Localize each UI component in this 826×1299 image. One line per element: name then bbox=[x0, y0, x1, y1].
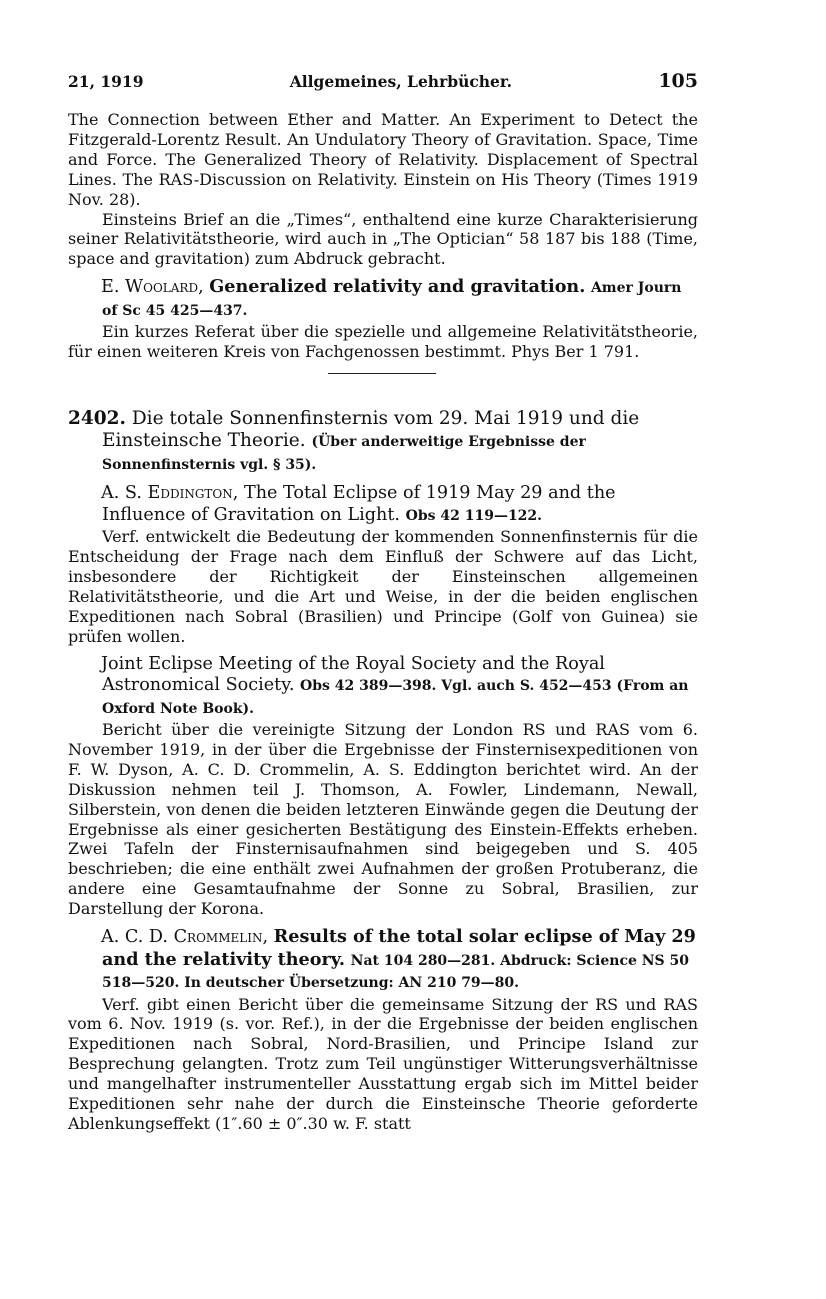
entry-title: The Total Eclipse of 1919 May 29 and the Influence of Gravitation on Light. bbox=[102, 483, 616, 525]
entry-woolard bbox=[68, 276, 698, 322]
document-page bbox=[68, 70, 698, 1134]
header-volume: 21, 1919 bbox=[68, 72, 144, 91]
entry-title: Results of the total solar eclipse of May 29 and the relativity theory. bbox=[102, 926, 696, 970]
section-title: Die totale Sonnenfinsternis vom 29. Mai 1919 und die Einsteinsche Theorie. bbox=[102, 408, 640, 452]
entry-summary: Bericht über die vereinigte Sitzung der London RS und RAS vom 6. November 1919, in der über die Ergebnisse der Finsternisexpeditionen von F. W. Dyson, A. C. D. Crommelin, A. S. Eddington berichtet wird. An der Diskussion nehmen teil J. Thomson, A. Fowler, Lindemann, Newall, Silberstein, von denen die beiden letzteren Einwände gegen die Deutung der Ergebnisse als einer gesicherten Bestätigung des Einstein-Effekts erheben. Zwei Tafeln der Finsternisaufnahmen sind beigegeben und S. 405 beschrieben; die eine enthält zwei Aufnahmen der großen Protuberanz, die andere eine Gesamtaufnahme der Sonne zu Sobral, Brasilien, zur Darstellung der Korona. bbox=[68, 720, 698, 919]
entry-reference: Obs 42 119—122. bbox=[405, 507, 543, 524]
entry-summary: Ein kurzes Referat über die spezielle und allgemeine Relativitätstheorie, für einen weiteren Kreis von Fachgenossen bestimmt. Phys Ber 1 791. bbox=[68, 322, 698, 362]
section-divider bbox=[328, 373, 436, 374]
section-note: (Über anderweitige Ergebnisse der Sonnenfinsternis vgl. § 35). bbox=[102, 434, 586, 474]
entry-author: E. Woolard, bbox=[101, 277, 204, 298]
entry-reference: Amer Journ of Sc 45 425—437. bbox=[102, 280, 682, 319]
entry-title: Joint Eclipse Meeting of the Royal Society and the Royal Astronomical Society. bbox=[101, 653, 605, 695]
entry-summary: Verf. gibt einen Bericht über die gemeinsame Sitzung der RS und RAS vom 6. Nov. 1919 (s. vor. Ref.), in der die Ergebnisse der beiden englischen Expeditionen nach Sobral, Nord-Brasilien, und Principe Island zur Besprechung gelangten. Trotz zum Teil ungünstiger Witterungsverhältnisse und mangelhafter instrumenteller Ausstattung ergab sich im Mittel beider Expeditionen sehr nahe der durch die Einsteinsche Theorie geforderte Ablenkungseffekt (1″.60 ± 0″.30 w. F. statt bbox=[68, 994, 698, 1133]
header-section-title: Allgemeines, Lehrbücher. bbox=[289, 72, 513, 91]
entry-reference: Nat 104 280—281. Abdruck: Science NS 50 518—520. In deutscher Übersetzung: AN 210 79—80. bbox=[102, 952, 690, 992]
entry-author: A. S. Eddington, bbox=[101, 483, 239, 504]
entry-title: Generalized relativity and gravitation. bbox=[209, 276, 586, 298]
paragraph-einstein-letter: Einsteins Brief an die „Times“, enthaltend eine kurze Charakterisierung seiner Relativitätstheorie, wird auch in „The Optician“ 58 187 bis 188 (Time, space and gravitation) zum Abdruck gebracht. bbox=[68, 209, 698, 269]
entry-crommelin bbox=[68, 926, 698, 995]
paragraph-contents-list: The Connection between Ether and Matter. An Experiment to Detect the Fitzgerald-Lorentz Result. An Undulatory Theory of Gravitation. Space, Time and Force. The Generalized Theory of Relativity. Displacement of Spectral Lines. The RAS-Discussion on Relativity. Einstein on His Theory (Times 1919 Nov. 28). bbox=[68, 110, 698, 209]
entry-summary: Verf. entwickelt die Bedeutung der kommenden Sonnenfinsternis für die Entscheidung der Frage nach dem Einfluß der Schwere auf das Licht, insbesondere der Richtigkeit der Einsteinschen allgemeinen Relativitätstheorie, und die Art und Weise, in der die beiden englischen Expeditionen nach Sobral (Brasilien) und Principe (Golf von Guinea) sie prüfen wollen. bbox=[68, 527, 698, 646]
entry-reference: Obs 42 389—398. Vgl. auch S. 452—453 (From an Oxford Note Book). bbox=[102, 678, 689, 717]
section-number: 2402. bbox=[68, 408, 126, 430]
entry-eddington bbox=[68, 483, 698, 527]
section-heading bbox=[68, 408, 698, 476]
entry-joint-meeting bbox=[68, 654, 698, 721]
page-number: 105 bbox=[658, 70, 698, 92]
entry-author: A. C. D. Crommelin, bbox=[101, 927, 269, 948]
running-header bbox=[68, 70, 698, 110]
